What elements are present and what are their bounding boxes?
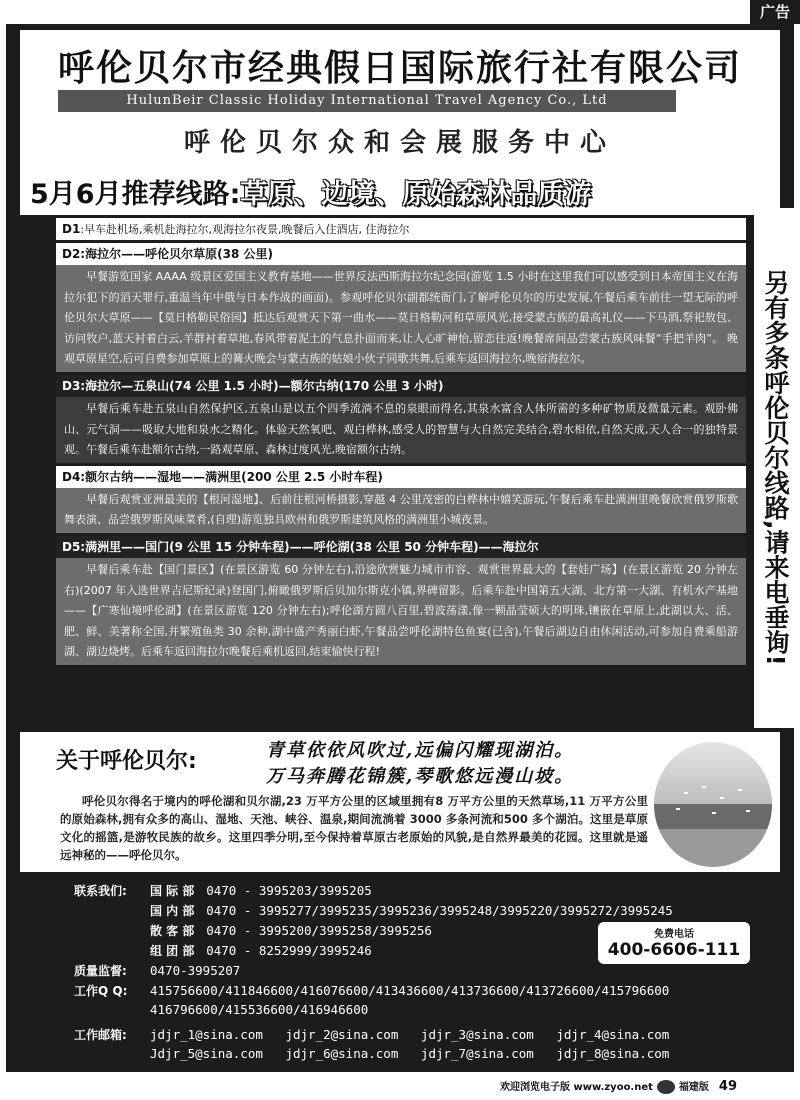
quality-label: 质量监督: xyxy=(74,964,127,978)
dept-phone: 0470 - 3995203/3995205 xyxy=(206,883,372,898)
day-3-title: D3:海拉尔—五泉山(74 公里 1.5 小时)—额尔古纳(170 公里 3 小时) xyxy=(56,375,746,397)
contact-row-quality xyxy=(74,962,240,979)
route-prefix: 5月6月推荐线路: xyxy=(30,179,241,210)
hotline-number[interactable]: 400-6606-111 xyxy=(607,940,741,960)
day-4-title: D4:额尔古纳——湿地——满洲里(200 公里 2.5 小时车程) xyxy=(56,466,746,488)
day-2-title: D2:海拉尔——呼伦贝尔草原(38 公里) xyxy=(56,243,746,265)
contact-label: 联系我们: xyxy=(74,884,127,898)
day-2-body: 早餐游览国家 AAAA 级景区爱国主义教育基地——世界反法西斯海拉尔纪念园(游览 1.5 小时在这里我们可以感受到日本帝国主义在海拉尔犯下的滔天罪行,重温当年中俄与日本作战的画面)。参观呼伦贝尔副都统衙门,了解呼伦贝尔的历史发展,午餐后乘车前往一望无际的呼伦贝尔大草原——【莫日格勒民俗园】抵达后观赏天下第一曲水——莫日格勒河和草原风光,接受蒙古族的最高礼仪——下马酒,祭祀敖包、访问牧户,蓝天衬着白云,羊群衬着草地,春风带着泥土的气息扑面而来,让人心旷神怡,留恋往返!晚餐席间品尝蒙古族风味餐“手把羊肉”。 晚观草原星空,后可自费参加草原上的篝火晚会与蒙古族的姑娘小伙子同歌共舞,后乘车返回海拉尔,晚宿海拉尔。 xyxy=(56,265,746,372)
contact-row-website xyxy=(74,1070,368,1087)
contact-row-qq xyxy=(74,982,669,999)
dept-name: 国 内 部 xyxy=(150,904,195,918)
page-number: 49 xyxy=(718,1079,738,1094)
contact-row-intl xyxy=(74,882,372,899)
hotline-label: 免费电话 xyxy=(654,929,694,940)
contact-row-group xyxy=(74,942,372,959)
day-3 xyxy=(56,375,746,463)
day-4 xyxy=(56,466,746,533)
dept-name: 组 团 部 xyxy=(150,944,195,958)
day-1 xyxy=(56,218,746,240)
day-5 xyxy=(56,536,746,665)
dept-name: 国 际 部 xyxy=(150,884,195,898)
website-label: 公司网址: xyxy=(74,1072,127,1086)
qq-label: 工作Q Q: xyxy=(74,984,128,998)
dept-name: 散 客 部 xyxy=(150,924,195,938)
day-1-detail: :早车赴机场,乘机赴海拉尔,观海拉尔夜景,晚餐后入住酒店, 住海拉尔 xyxy=(80,223,410,236)
day-1-title xyxy=(56,218,746,240)
footer xyxy=(500,1078,800,1100)
footer-text[interactable]: 欢迎浏览电子版 www.zyoo.net xyxy=(500,1082,653,1093)
center-name: 呼伦贝尔众和会展服务中心 xyxy=(183,128,616,158)
route-title xyxy=(30,172,770,211)
day-5-title: D5:满洲里——国门(9 公里 15 分钟车程)——呼伦湖(38 公里 50 分钟车程)——海拉尔 xyxy=(56,536,746,558)
side-banner xyxy=(754,208,794,728)
website-link[interactable]: http://www.jingdianjiari.com/ xyxy=(150,1071,369,1086)
side-banner-text: 另有多条呼伦贝尔线路,请来电垂询! xyxy=(761,270,790,666)
contact-row-individual xyxy=(74,922,432,939)
day-5-body: 早餐后乘车赴【国门景区】(在景区游览 60 分钟左右),沿途欣赏魅力城市市容、观赏世界最大的【套娃广场】(在景区游览 20 分钟左右)(2007 年入选世界吉尼斯纪录)登国门,俯瞰俄罗斯后贝加尔斯克小镇,界碑留影。后乘车赴中国第五大湖、北方第一大湖、有机水产基地——【广寒仙境呼伦湖】(在景区游览 120 分钟左右);呼伦湖方圆八百里,碧波荡漾,像一颗晶莹硕大的明珠,镶嵌在草原上,此湖以大、活、肥、鲜、美著称全国,并繁殖鱼类 30 余种,湖中盛产秀丽白虾,午餐品尝呼伦湖特色鱼宴(已含),午餐后湖边自由休闲活动,可参加自费乘船游湖、湖边烧烤。后乘车返回海拉尔晚餐后乘机返回,结束愉快行程! xyxy=(56,558,746,665)
day-4-body: 早餐后观赏亚洲最美的【根河湿地】、后前往根河桥摄影,穿越 4 公里茂密的白桦林中嬉笑游玩,午餐后乘车赴满洲里晚餐欣赏俄罗斯歌舞表演、品尝俄罗斯风味菜肴,(自理)游览独具欧州和俄罗斯建筑风格的满洲里小城夜景。 xyxy=(56,488,746,533)
about-section xyxy=(20,732,780,872)
qq-list-2: 416796600/415536600/416946600 xyxy=(150,1002,369,1017)
company-name-en: HulunBeir Classic Holiday International Travel Agency Co., Ltd xyxy=(58,90,676,112)
day-1-code: D1 xyxy=(62,222,81,236)
magazine-logo-icon xyxy=(657,1080,675,1094)
day-3-body: 早餐后乘车赴五泉山自然保护区,五泉山是以五个四季流淌不息的泉眼而得名,其泉水富含人体所需的多种矿物质及微量元素。观卧佛山、元气洞——吸取大地和泉水之精化。体验天然氧吧、观白桦林,感受人的智慧与大自然完美结合,碧水相依,自然天成,天人合一的独特景观。午餐后乘车赴额尔古纳,一路观草原、森林过度风光,晚宿额尔古纳。 xyxy=(56,397,746,463)
email-label: 工作邮箱: xyxy=(74,1028,127,1042)
quality-phone: 0470-3995207 xyxy=(150,963,241,978)
hotline-badge xyxy=(598,922,750,964)
email-list-1[interactable]: jdjr_1@sina.com jdjr_2@sina.com jdjr_3@sina.com jdjr_4@sina.com xyxy=(150,1027,670,1042)
dept-phone: 0470 - 8252999/3995246 xyxy=(206,943,372,958)
qq-list-1: 415756600/411846600/416076600/413436600/413736600/413726600/415796600 xyxy=(150,983,670,998)
header xyxy=(20,30,780,215)
day-2 xyxy=(56,243,746,372)
contact-row-domestic xyxy=(74,902,673,919)
about-title: 关于呼伦贝尔: xyxy=(56,749,197,774)
footer-edition: 福建版 xyxy=(678,1082,709,1093)
about-body: 呼伦贝尔得名于境内的呼伦湖和贝尔湖,23 万平方公里的区域里拥有8 万平方公里的天然草场,11 万平方公里的原始森林,拥有众多的高山、湿地、天池、峡谷、温泉,期间流淌着 3000 多条河流和500 多个湖泊。这里是草原文化的摇篮,是游牧民族的故乡。这里四季分明,至今保持着草原古老原始的风貌,是自然界最美的花园。这里就是遥远神秘的——呼伦贝尔。 xyxy=(60,794,648,862)
poem-line-1: 青草依依风吹过,远偏闪耀现湖泊。 xyxy=(266,740,575,761)
company-name-cn: 呼伦贝尔市经典假日国际旅行社有限公司 xyxy=(57,48,742,89)
contact-row-qq-2 xyxy=(74,1002,368,1017)
dept-phone: 0470 - 3995200/3995258/3995256 xyxy=(206,923,432,938)
lake-photo xyxy=(654,742,772,867)
email-list-2[interactable]: Jdjr_5@sina.com jdjr_6@sina.com jdjr_7@sina.com jdjr_8@sina.com xyxy=(150,1046,670,1061)
contact-row-email-2 xyxy=(74,1046,669,1061)
dept-phone: 0470 - 3995277/3995235/3995236/3995248/3995220/3995272/3995245 xyxy=(206,903,673,918)
route-highlight: 草原、边境、原始森林品质游 xyxy=(240,179,592,210)
ad-tag: 广告 xyxy=(750,0,800,24)
itinerary xyxy=(56,218,746,665)
contact-row-email xyxy=(74,1026,669,1043)
poem-line-2: 万马奔腾花锦簇,琴歌悠远漫山坡。 xyxy=(266,766,575,787)
